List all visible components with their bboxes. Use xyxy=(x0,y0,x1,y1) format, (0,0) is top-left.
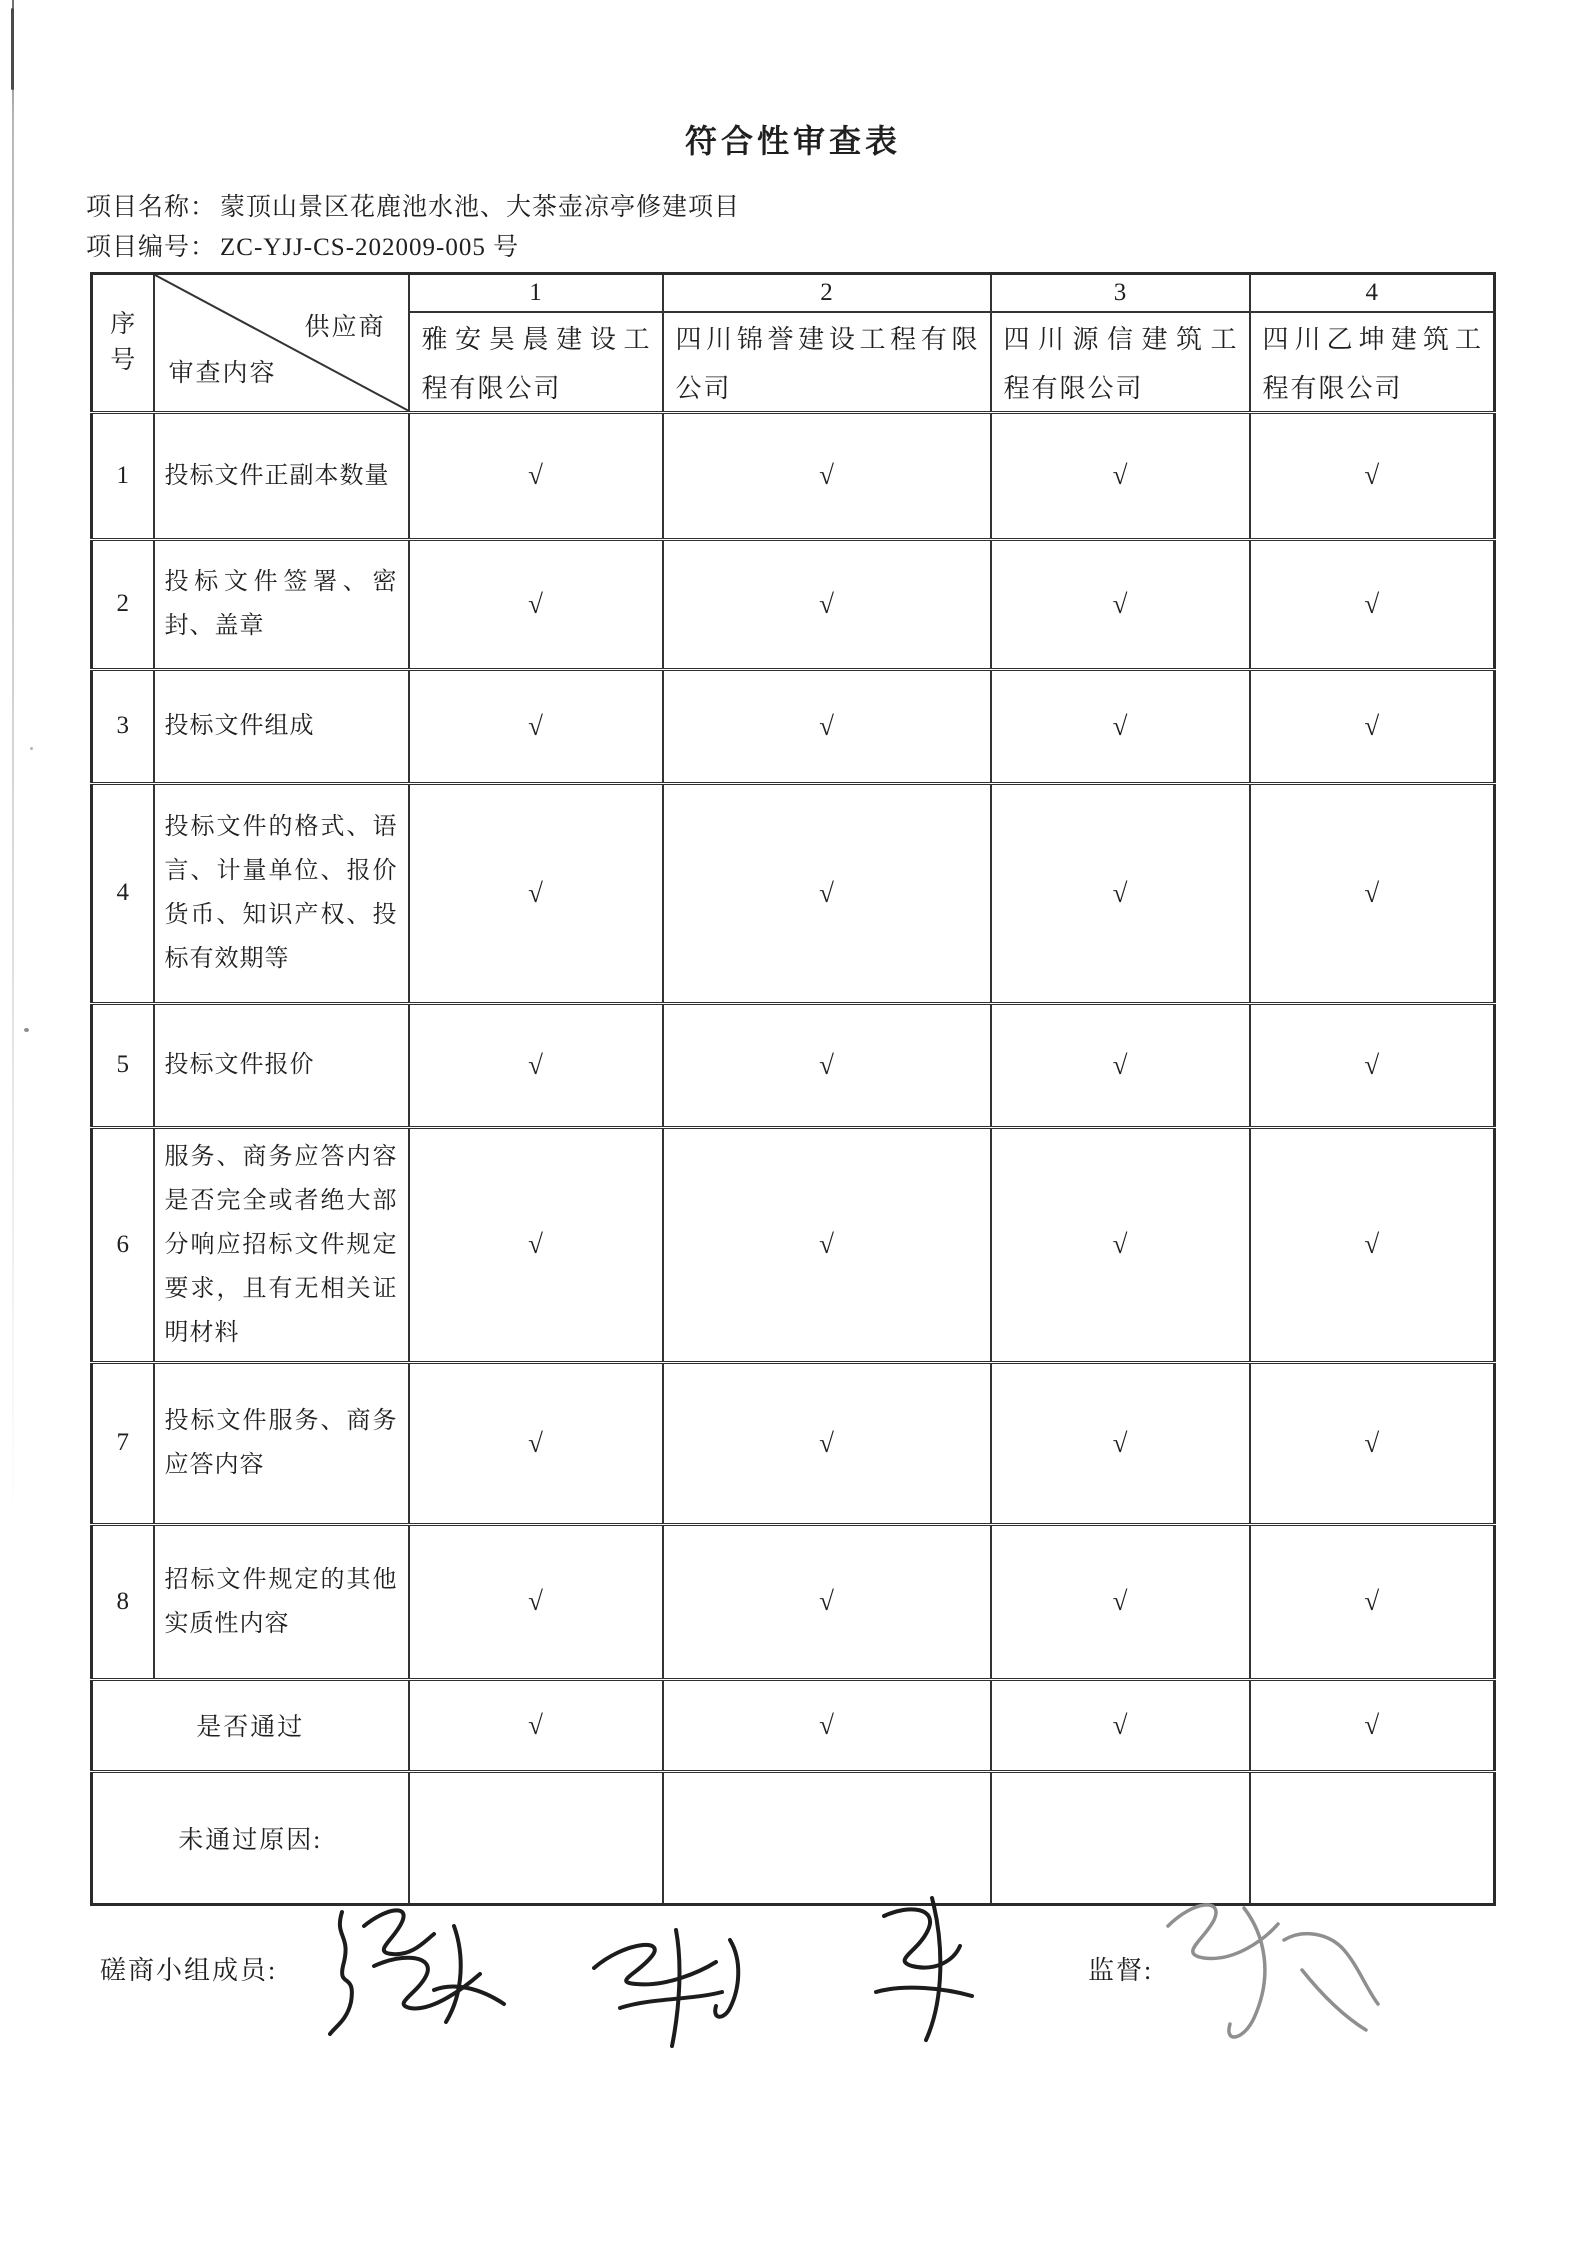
row-number-cell: 4 xyxy=(92,783,154,1003)
committee-label: 磋商小组成员: xyxy=(100,1956,278,1985)
check-mark-cell: √ xyxy=(1250,1003,1495,1127)
table-row xyxy=(92,539,1495,669)
check-mark-cell: √ xyxy=(1250,539,1495,669)
supervisor-signature xyxy=(1152,1878,1402,2073)
table-row xyxy=(92,669,1495,783)
check-mark-cell: √ xyxy=(1250,1362,1495,1524)
supplier-name-line: 四川源信建筑工 xyxy=(1003,324,1237,354)
check-mark-cell: √ xyxy=(663,783,991,1003)
check-mark-cell: √ xyxy=(991,539,1250,669)
supplier-name-line: 程有限公司 xyxy=(421,373,562,403)
check-mark-cell: √ xyxy=(409,1003,663,1127)
supplier-name-line: 四川乙坤建筑工 xyxy=(1262,324,1481,354)
committee-signature-3 xyxy=(856,1888,1006,2053)
pass-check-cell: √ xyxy=(409,1679,663,1771)
row-number-cell: 6 xyxy=(92,1127,154,1362)
scan-edge-mark xyxy=(11,8,14,90)
committee-signature-2 xyxy=(580,1912,780,2052)
check-mark-cell: √ xyxy=(991,1524,1250,1679)
check-mark-cell: √ xyxy=(409,539,663,669)
fail-reason-cell xyxy=(409,1771,663,1904)
corner-supplier-label: 供应商 xyxy=(304,314,386,341)
table-row xyxy=(92,1524,1495,1679)
project-name-line xyxy=(86,188,740,228)
review-item-cell: 投标文件组成 xyxy=(154,669,409,783)
check-mark-cell: √ xyxy=(1250,1127,1495,1362)
seq-header-cell xyxy=(92,274,154,413)
compliance-review-table xyxy=(90,272,1496,1906)
table-row xyxy=(92,783,1495,1003)
pass-check-cell: √ xyxy=(1250,1679,1495,1771)
check-mark-cell: √ xyxy=(663,1127,991,1362)
project-number-line xyxy=(86,228,740,268)
fail-reason-cell xyxy=(663,1771,991,1904)
supplier-name-line: 程有限公司 xyxy=(1262,373,1403,403)
check-mark-cell: √ xyxy=(991,1003,1250,1127)
pass-row xyxy=(92,1679,1495,1771)
supplier-name-cell xyxy=(663,312,991,413)
check-mark-cell: √ xyxy=(991,1362,1250,1524)
supplier-name-cell xyxy=(991,312,1250,413)
supplier-number-cell: 4 xyxy=(1250,274,1495,312)
pass-check-cell: √ xyxy=(991,1679,1250,1771)
check-mark-cell: √ xyxy=(409,1127,663,1362)
project-number-label: 项目编号： xyxy=(86,234,217,261)
scan-speck xyxy=(24,1028,29,1032)
check-mark-cell: √ xyxy=(409,669,663,783)
table-row xyxy=(92,1362,1495,1524)
supplier-name-line: 雅安昊晨建设工 xyxy=(421,324,650,354)
project-name-label: 项目名称： xyxy=(86,194,217,221)
check-mark-cell: √ xyxy=(663,539,991,669)
review-item-cell: 投标文件的格式、语言、计量单位、报价货币、知识产权、投标有效期等 xyxy=(154,783,409,1003)
supervisor-label: 监督: xyxy=(1088,1956,1154,1985)
project-number-value: ZC-YJJ-CS-202009-005 号 xyxy=(220,234,520,261)
table-row xyxy=(92,1003,1495,1127)
supplier-number-cell: 1 xyxy=(409,274,663,312)
review-item-cell: 招标文件规定的其他实质性内容 xyxy=(154,1524,409,1679)
check-mark-cell: √ xyxy=(1250,669,1495,783)
review-item-cell: 投标文件报价 xyxy=(154,1003,409,1127)
row-number-cell: 3 xyxy=(92,669,154,783)
check-mark-cell: √ xyxy=(1250,783,1495,1003)
supplier-number-cell: 3 xyxy=(991,274,1250,312)
check-mark-cell: √ xyxy=(663,412,991,539)
supplier-name-line: 四川锦誉建设工程有限 xyxy=(675,324,978,354)
check-mark-cell: √ xyxy=(663,1362,991,1524)
check-mark-cell: √ xyxy=(991,412,1250,539)
fail-reason-label-cell: 未通过原因: xyxy=(92,1771,409,1904)
check-mark-cell: √ xyxy=(409,783,663,1003)
project-name-value: 蒙顶山景区花鹿池水池、大茶壶凉亭修建项目 xyxy=(220,194,741,221)
review-item-cell: 服务、商务应答内容是否完全或者绝大部分响应招标文件规定要求，且有无相关证明材料 xyxy=(154,1127,409,1362)
row-number-cell: 5 xyxy=(92,1003,154,1127)
project-meta xyxy=(86,188,740,268)
row-number-cell: 8 xyxy=(92,1524,154,1679)
supplier-name-cell xyxy=(1250,312,1495,413)
table-row xyxy=(92,1127,1495,1362)
scan-speck xyxy=(30,747,33,750)
review-item-cell: 投标文件正副本数量 xyxy=(154,412,409,539)
check-mark-cell: √ xyxy=(991,783,1250,1003)
row-number-cell: 1 xyxy=(92,412,154,539)
check-mark-cell: √ xyxy=(991,669,1250,783)
pass-check-cell: √ xyxy=(663,1679,991,1771)
review-item-cell: 投标文件签署、密封、盖章 xyxy=(154,539,409,669)
check-mark-cell: √ xyxy=(991,1127,1250,1362)
scan-edge-line xyxy=(12,0,14,1530)
supplier-name-line: 程有限公司 xyxy=(1003,373,1144,403)
supplier-name-line: 公司 xyxy=(675,373,732,403)
table-row xyxy=(92,412,1495,539)
check-mark-cell: √ xyxy=(663,1524,991,1679)
review-item-cell: 投标文件服务、商务应答内容 xyxy=(154,1362,409,1524)
supplier-name-cell xyxy=(409,312,663,413)
page-title: 符合性审查表 xyxy=(684,123,901,159)
check-mark-cell: √ xyxy=(409,1524,663,1679)
pass-label-cell: 是否通过 xyxy=(92,1679,409,1771)
check-mark-cell: √ xyxy=(1250,412,1495,539)
corner-cell xyxy=(154,274,409,413)
row-number-cell: 2 xyxy=(92,539,154,669)
check-mark-cell: √ xyxy=(409,412,663,539)
corner-item-label: 审查内容 xyxy=(168,359,277,387)
check-mark-cell: √ xyxy=(1250,1524,1495,1679)
supplier-number-cell: 2 xyxy=(663,274,991,312)
committee-signature-1 xyxy=(312,1892,522,2050)
row-number-cell: 7 xyxy=(92,1362,154,1524)
check-mark-cell: √ xyxy=(409,1362,663,1524)
check-mark-cell: √ xyxy=(663,669,991,783)
seq-header-label: 序号 xyxy=(110,310,136,374)
check-mark-cell: √ xyxy=(663,1003,991,1127)
